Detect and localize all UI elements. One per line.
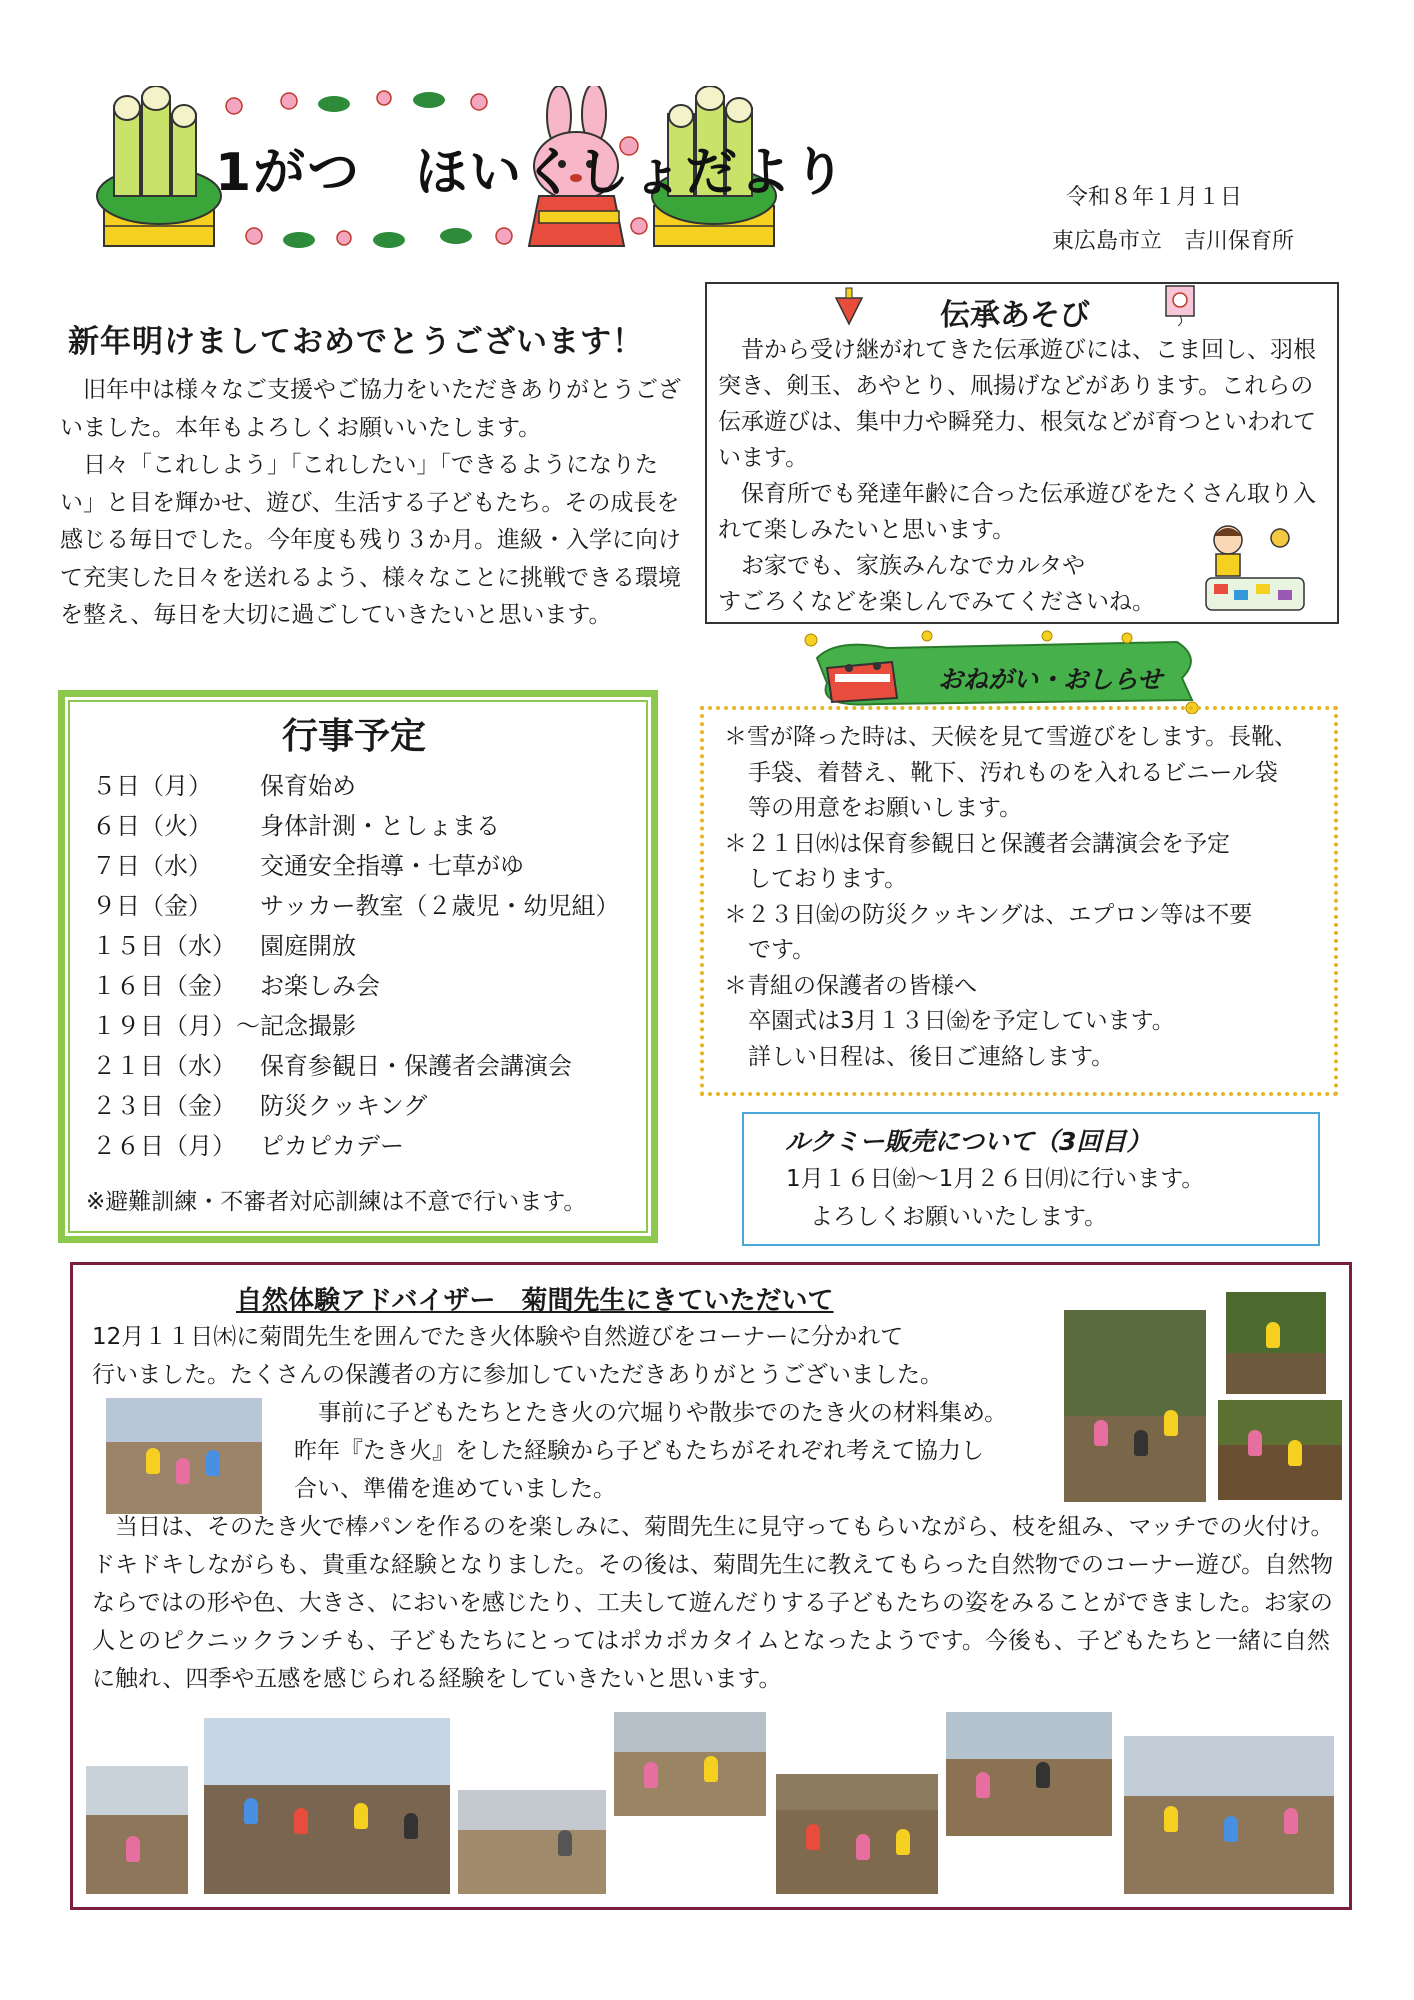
schedule-row <box>92 966 380 1006</box>
rukumi-title: ルクミー販売について（3回目） <box>785 1127 1152 1156</box>
nature-text-line: 事前に子どもたちとたき火の穴堀りや散歩でのたき火の材料集め。 <box>318 1400 1008 1426</box>
photo-child-gathering <box>1226 1292 1326 1394</box>
schedule-row <box>92 846 524 886</box>
nature-text-line: 昨年『たき火』をした経験から子どもたちがそれぞれ考えて協力し <box>294 1438 984 1464</box>
schedule-event: 交通安全指導・七草がゆ <box>260 852 524 880</box>
kadomatsu-left-icon <box>97 86 221 246</box>
schedule-event: 園庭開放 <box>260 932 356 960</box>
schedule-day: ２３日（金） <box>92 1092 236 1120</box>
rukumi-line: よろしくお願いいたします。 <box>810 1204 1108 1230</box>
lion-dance-icon <box>827 662 897 702</box>
spinning-top-icon <box>832 286 866 326</box>
notice-line: 手袋、着替え、靴下、汚れものを入れるビニール袋 <box>748 759 1278 786</box>
notice-line: 詳しい日程は、後日ご連絡します。 <box>748 1043 1115 1070</box>
photo-nature-play <box>946 1712 1112 1836</box>
greeting-paragraph: 旧年中は様々なご支援やご協力をいただきありがとうございました。本年もよろしくお願いいたします。 <box>60 377 681 441</box>
greeting-title: 新年明けましておめでとうございます！ <box>68 324 644 360</box>
photo-children-digging <box>1218 1400 1342 1500</box>
photo-playground <box>86 1766 188 1894</box>
schedule-row <box>92 886 620 926</box>
densho-title: 伝承あそび <box>940 298 1090 333</box>
schedule-event: 保育始め <box>260 772 356 800</box>
photo-campfire-circle <box>204 1718 450 1894</box>
children-playing-karuta-icon <box>1200 518 1310 614</box>
nature-paragraph: 当日は、そのたき火で棒パンを作るのを楽しみに、菊間先生に見守ってもらいながら、枝を組み、マッチでの火付け。ドキドキしながらも、貴重な経験となりました。その後は、菊間先生に教えてもらった自然物でのコーナー遊び。自然物ならではの形や色、大きさ、においを感じたり、工夫して遊んだりする子どもたちの姿をみることができました。お家の人とのピクニックランチも、子どもたちにとってはポカポカタイムとなったようです。今後も、子どもたちと一緒に自然に触れ、四季や五感を感じられる経験をしていきたいと思います。 <box>92 1514 1334 1692</box>
newsletter-title: 1がつ ほいくしょだより <box>215 143 848 203</box>
schedule-row <box>92 1086 427 1126</box>
schedule-day: ６日（火） <box>92 812 212 840</box>
schedule-day: ５日（月） <box>92 772 212 800</box>
nature-title: 自然体験アドバイザー 菊間先生にきていただいて <box>236 1286 834 1316</box>
densho-paragraph: 保育所でも発達年齢に合った伝承遊びをたくさん取り入れて楽しみたいと思います。 <box>718 481 1316 543</box>
greeting-paragraph: 日々「これしよう」「これしたい」「できるようになりたい」と目を輝かせ、遊び、生活する子どもたち。その成長を感じる毎日でした。今年度も残り３か月。進級・入学に向けて充実した日々を送れるよう、様々なことに挑戦できる環境を整え、毎日を大切に過ごしていきたいと思います。 <box>60 452 681 628</box>
notice-line: ＊青組の保護者の皆様へ <box>724 972 977 999</box>
photo-children-sitting <box>776 1774 938 1894</box>
schedule-event: お楽しみ会 <box>260 972 380 1000</box>
notice-line: です。 <box>748 937 816 963</box>
schedule-event: ～記念撮影 <box>236 1012 356 1040</box>
notice-line: ＊２３日㈮の防災クッキングは、エプロン等は不要 <box>724 901 1253 928</box>
schedule-day: ２１日（水） <box>92 1052 236 1080</box>
schedule-row <box>92 766 356 806</box>
notice-line: 等の用意をお願いします。 <box>748 795 1023 821</box>
schedule-day: １５日（水） <box>92 932 236 960</box>
notice-line: ＊２１日㈬は保育参観日と保護者会講演会を予定 <box>724 830 1230 857</box>
photo-field-activity <box>614 1712 766 1816</box>
schedule-note: ※避難訓練・不審者対応訓練は不意で行います。 <box>86 1189 587 1215</box>
schedule-event: 保育参観日・保護者会講演会 <box>260 1052 572 1080</box>
notice-line: ＊雪が降った時は、天候を見て雪遊びをします。長靴、 <box>724 724 1298 750</box>
nature-text-line: 合い、準備を進めていました。 <box>294 1476 616 1502</box>
photo-stick-bread <box>1124 1736 1334 1894</box>
schedule-event: ピカピカデー <box>260 1132 404 1160</box>
schedule-day: ２６日（月） <box>92 1132 236 1160</box>
schedule-day: １６日（金） <box>92 972 236 1000</box>
schedule-event: 身体計測・としょまる <box>260 812 500 840</box>
photo-kids-digging <box>106 1398 262 1514</box>
schedule-day: １９日（月） <box>92 1012 236 1040</box>
rukumi-line: 1月１６日㈮～1月２６日㈪に行います。 <box>786 1166 1205 1192</box>
greeting-body <box>60 372 682 635</box>
densho-paragraph: すごろくなどを楽しんでみてくださいね。 <box>718 589 1155 615</box>
rukumi-body <box>786 1160 1204 1236</box>
photo-wooden-boxes <box>458 1790 606 1894</box>
school-name: 東広島市立 吉川保育所 <box>1052 229 1295 254</box>
issue-date: 令和８年１月１日 <box>1066 185 1243 210</box>
schedule-day: ９日（金） <box>92 892 212 920</box>
notice-line: しております。 <box>748 866 908 892</box>
notice-body <box>724 720 1328 1075</box>
schedule-row <box>92 1046 572 1086</box>
photo-forest-walk <box>1064 1310 1206 1502</box>
densho-paragraph: 昔から受け継がれてきた伝承遊びには、こま回し、羽根突き、剣玉、あやとり、凧揚げなどがあります。これらの伝承遊びは、集中力や瞬発力、根気などが育つといわれています。 <box>718 337 1316 471</box>
schedule-event: サッカー教室（２歳児・幼児組） <box>260 892 620 920</box>
nature-text-line: 行いました。たくさんの保護者の方に参加していただきありがとうございました。 <box>92 1362 943 1388</box>
schedule-row <box>92 926 356 966</box>
schedule-row <box>92 806 500 846</box>
schedule-row <box>92 1006 356 1046</box>
notice-line: 卒園式は3月１３日㈮を予定しています。 <box>748 1008 1175 1034</box>
schedule-day: ７日（水） <box>92 852 212 880</box>
densho-paragraph: お家でも、家族みんなでカルタや <box>741 553 1086 579</box>
schedule-event: 防災クッキング <box>260 1092 428 1120</box>
notice-title: おねがい・おしらせ <box>938 665 1163 694</box>
schedule-title: 行事予定 <box>282 716 427 757</box>
schedule-row <box>92 1126 404 1166</box>
nature-text-line: 12月１１日㈭に菊間先生を囲んでたき火体験や自然遊びをコーナーに分かれて <box>92 1324 904 1350</box>
kite-icon <box>1160 282 1200 326</box>
